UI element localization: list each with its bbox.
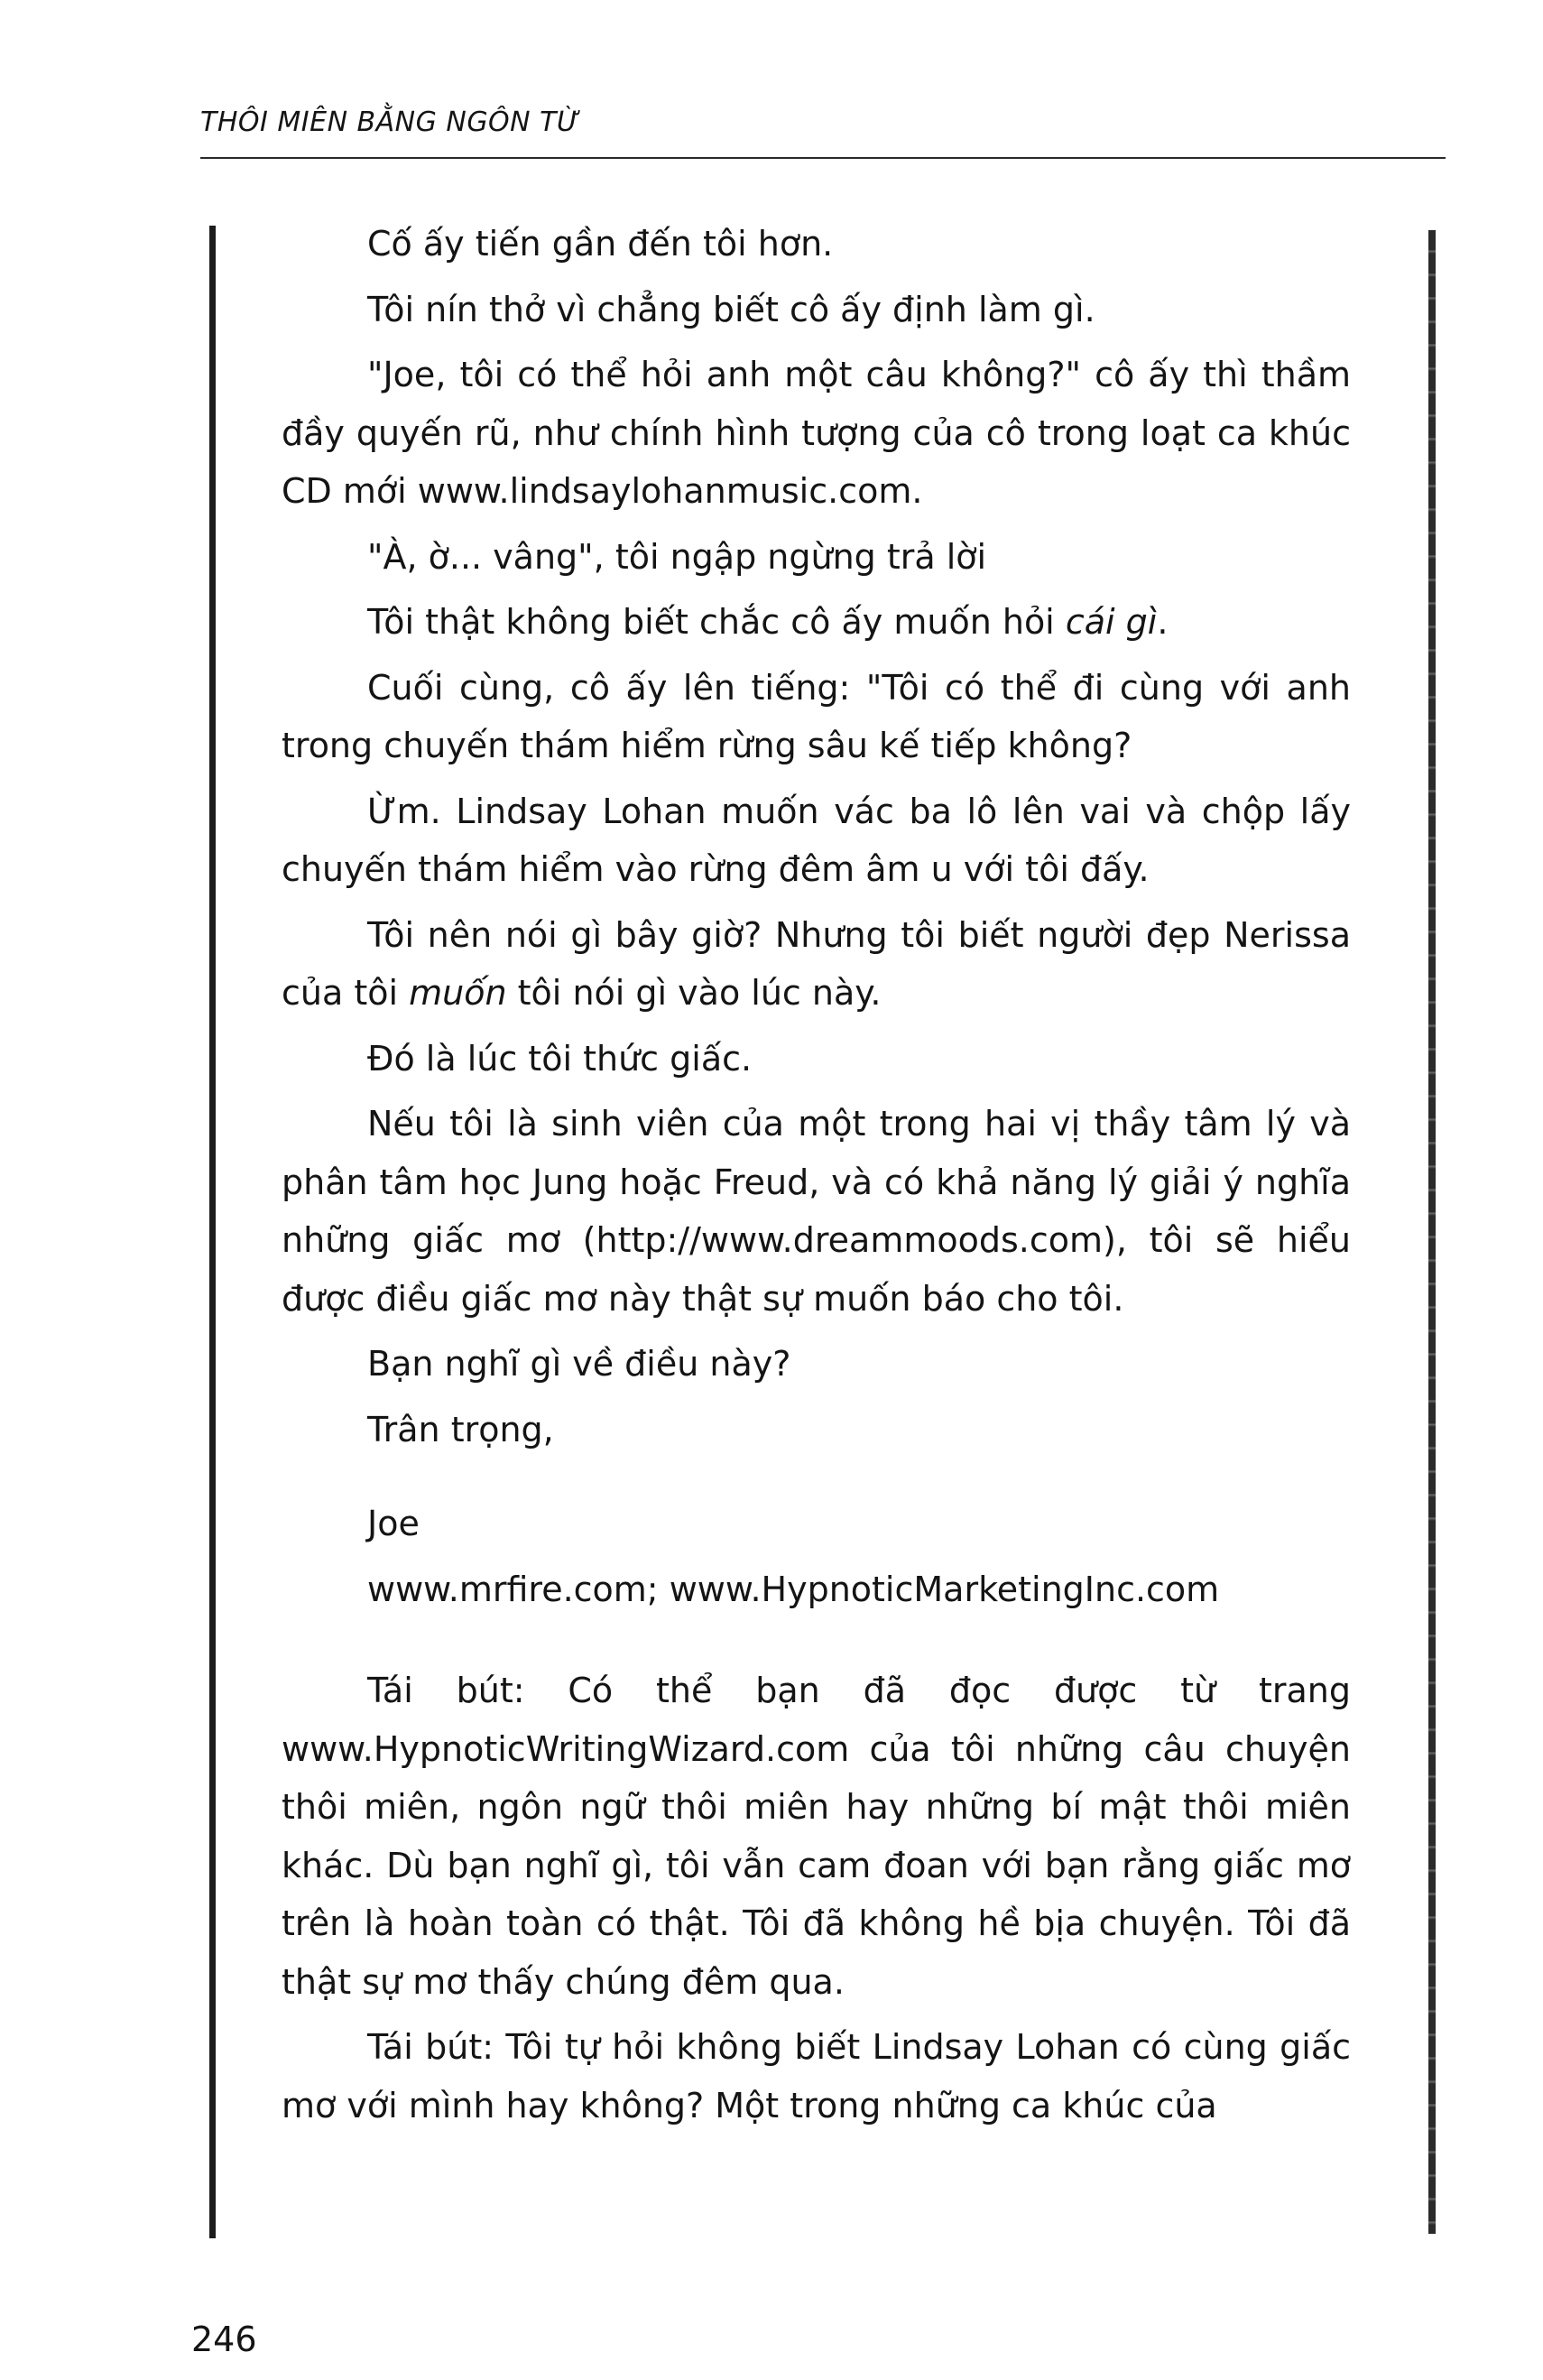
- signoff: Trân trọng,: [367, 1409, 554, 1449]
- right-margin-bar: [1428, 230, 1436, 2234]
- paragraph: [282, 906, 1351, 1023]
- paragraph: Tôi nín thở vì chẳng biết cô ấy định làm gì.: [367, 289, 1095, 329]
- running-head: THÔI MIÊN BẰNG NGÔN TỪ: [200, 106, 580, 138]
- paragraph: "Joe, tôi có thể hỏi anh một câu không?" cô ấy thì thầm đầy quyến rũ, như chính hình tượng của cô trong loạt ca khúc CD mới www.lindsaylohanmusic.com.: [282, 355, 1351, 511]
- paragraph: "À, ờ... vâng", tôi ngập ngừng trả lời: [367, 536, 987, 577]
- header-rule: [200, 157, 1446, 159]
- paragraph-text: tôi nói gì vào lúc này.: [506, 973, 882, 1013]
- left-margin-bar: [209, 226, 216, 2238]
- paragraph-text: .: [1157, 602, 1169, 642]
- emphasis: cái gì: [1065, 602, 1158, 642]
- paragraph: Cuối cùng, cô ấy lên tiếng: "Tôi có thể đi cùng với anh trong chuyến thám hiểm rừng sâu kế tiếp không?: [282, 667, 1351, 765]
- signature: Joe: [367, 1504, 420, 1543]
- paragraph: Bạn nghĩ gì về điều này?: [367, 1344, 791, 1384]
- paragraph: Nếu tôi là sinh viên của một trong hai vị thầy tâm lý và phân tâm học Jung hoặc Freud, và có khả năng lý giải ý nghĩa những giấc mơ (http://www.dreammoods.com), tôi sẽ hiểu được điều giấc mơ này thật sự muốn báo cho tôi.: [282, 1104, 1351, 1319]
- page-number: 246: [191, 2320, 257, 2359]
- emphasis: muốn: [409, 973, 507, 1013]
- websites: www.mrfire.com; www.HypnoticMarketingInc.com: [367, 1569, 1220, 1609]
- paragraph: Đó là lúc tôi thức giấc.: [367, 1038, 753, 1079]
- postscript: Tái bút: Tôi tự hỏi không biết Lindsay Lohan có cùng giấc mơ với mình hay không? Một trong những ca khúc của: [282, 2027, 1351, 2125]
- body-text: [282, 215, 1351, 2142]
- paragraph: Ừm. Lindsay Lohan muốn vác ba lô lên vai và chộp lấy chuyến thám hiểm vào rừng đêm âm u với tôi đấy.: [282, 791, 1351, 889]
- paragraph: Cố ấy tiến gần đến tôi hơn.: [367, 224, 834, 264]
- postscript: Tái bút: Có thể bạn đã đọc được từ trang www.HypnoticWritingWizard.com của tôi những câu chuyện thôi miên, ngôn ngữ thôi miên hay những bí mật thôi miên khác. Dù bạn nghĩ gì, tôi vẫn cam đoan với bạn rằng giấc mơ trên là hoàn toàn có thật. Tôi đã không hề bịa chuyện. Tôi đã thật sự mơ thấy chúng đêm qua.: [282, 1671, 1351, 2002]
- paragraph-text: Tôi thật không biết chắc cô ấy muốn hỏi: [367, 602, 1066, 642]
- paragraph: [282, 593, 1351, 652]
- paragraph-text: Tôi nên nói gì bây giờ? Nhưng tôi biết người đẹp Nerissa của tôi: [282, 914, 1351, 1013]
